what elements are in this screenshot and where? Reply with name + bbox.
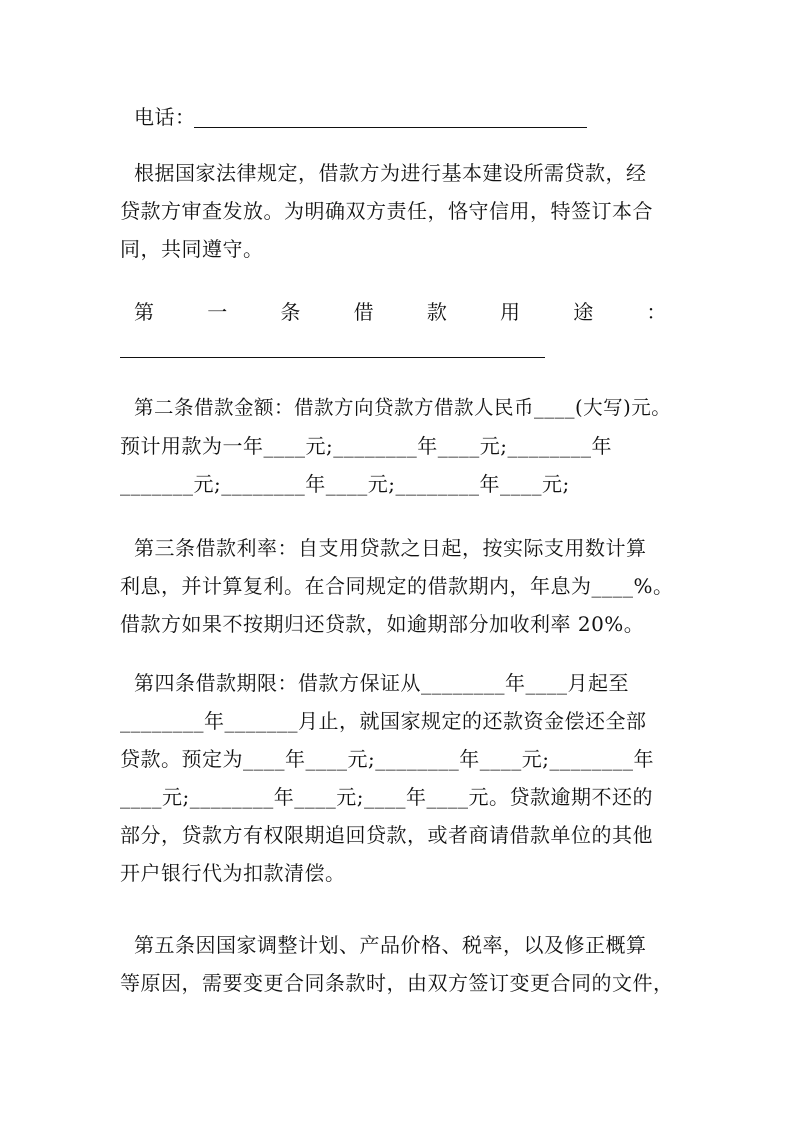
- article-3-line-3: 借款方如果不按期归还贷款，如逾期部分加收利率 20%。: [120, 612, 645, 636]
- article-4-line-2: ________年_______月止，就国家规定的还款资金偿还全部: [120, 709, 647, 733]
- intro-paragraph: [120, 154, 673, 268]
- article-3-paragraph: [120, 529, 673, 643]
- article-4-paragraph: [120, 664, 673, 892]
- article-2-line-3: _______元;________年____元;________年____元;: [120, 472, 570, 496]
- article-1-heading: [120, 293, 673, 331]
- article-4-line-6: 开户银行代为扣款清偿。: [120, 861, 346, 885]
- intro-line-2: 贷款方审查发放。为明确双方责任，恪守信用，特签订本合: [120, 199, 653, 223]
- article-4-line-1: 第四条借款期限：借款方保证从________年____月起至: [134, 671, 629, 695]
- article-4-line-3: 贷款。预定为____年____元;________年____元;________年: [120, 747, 654, 771]
- article-1-char-4: 借: [353, 300, 375, 324]
- article-2-paragraph: [120, 389, 673, 503]
- article-4-line-4: ____元;________年____元;____年____元。贷款逾期不还的: [120, 785, 653, 809]
- phone-line: [120, 98, 673, 136]
- article-3-line-1: 第三条借款利率：自支用贷款之日起，按实际支用数计算: [134, 536, 647, 560]
- phone-blank-underline: [194, 127, 587, 128]
- article-1-char-7: 途: [573, 300, 594, 324]
- article-2-line-2: 预计用款为一年____元;________年____元;________年: [120, 434, 612, 458]
- article-3-line-2: 利息，并计算复利。在合同规定的借款期内，年息为____%。: [120, 574, 674, 598]
- phone-label: 电话：: [134, 105, 196, 129]
- article-1-char-8: ：: [646, 300, 667, 324]
- article-4-line-5: 部分，贷款方有权限期追回贷款，或者商请借款单位的其他: [120, 823, 653, 847]
- article-1-char-1: 第: [134, 300, 155, 324]
- article-1-char-2: 一: [207, 300, 228, 324]
- article-1-char-6: 用: [500, 300, 521, 324]
- article-5-line-1: 第五条因国家调整计划、产品价格、税率，以及修正概算: [134, 933, 647, 957]
- intro-line-3: 同，共同遵守。: [120, 237, 264, 261]
- article-5-line-2: 等原因，需要变更合同条款时，由双方签订变更合同的文件，: [120, 971, 674, 995]
- article-1-char-3: 条: [280, 300, 301, 324]
- intro-line-1: 根据国家法律规定，借款方为进行基本建设所需贷款，经: [134, 161, 647, 185]
- article-1-blank-underline: [120, 357, 545, 358]
- article-1-char-5: 款: [426, 300, 448, 324]
- article-5-paragraph: [120, 926, 673, 1002]
- article-2-line-1: 第二条借款金额：借款方向贷款方借款人民币____(大写)元。: [134, 396, 672, 419]
